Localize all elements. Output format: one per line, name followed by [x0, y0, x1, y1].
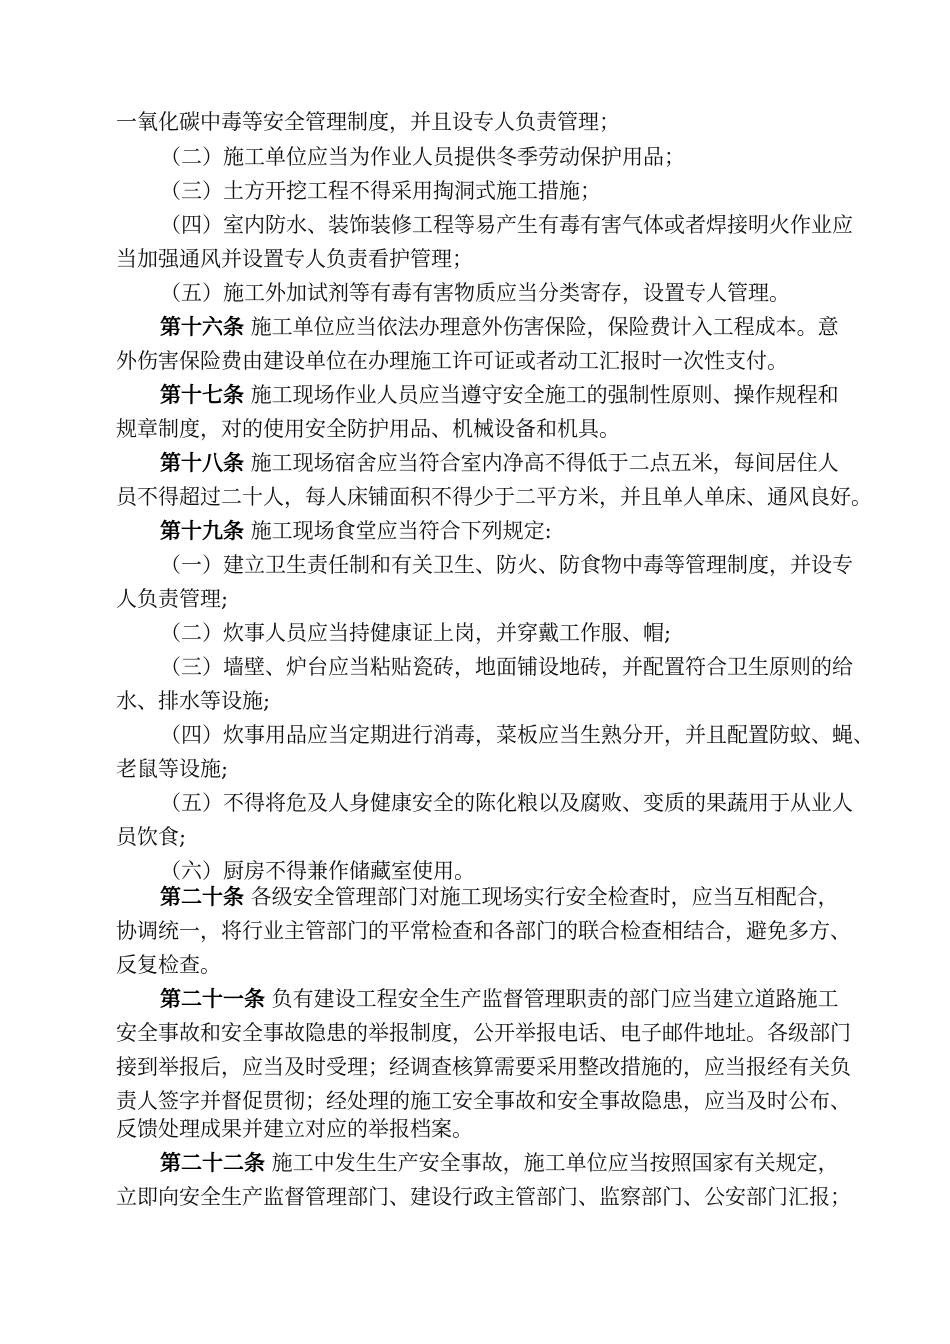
- line-text: （四）室内防水、装饰装修工程等易产生有毒有害气体或者焊接明火作业应: [160, 213, 853, 237]
- line-text: （四）炊事用品应当定期进行消毒，菜板应当生熟分开，并且配置防蚊、蝇、: [160, 723, 874, 747]
- line-text: 规章制度，对的使用安全防护用品、机械设备和机具。: [116, 417, 620, 441]
- line-text: 水、排水等设施;: [116, 689, 271, 713]
- line-text: 安全事故和安全事故隐患的举报制度，公开举报电话、电子邮件地址。各级部门: [116, 1021, 851, 1045]
- text-line: [116, 1112, 473, 1146]
- line-text: （六）厨房不得兼作储藏室使用。: [160, 859, 475, 883]
- article-number: 第十八条: [160, 451, 244, 475]
- text-line: [160, 208, 853, 242]
- text-line: [160, 880, 839, 914]
- text-line: [160, 310, 839, 344]
- line-text: 施工现场作业人员应当遵守安全施工的强制性原则、操作规程和: [244, 383, 839, 407]
- line-text: （五）不得将危及人身健康安全的陈化粮以及腐败、变质的果蔬用于从业人: [160, 791, 853, 815]
- line-text: 施工现场食堂应当符合下列规定:: [244, 519, 552, 543]
- line-text: （二）炊事人员应当持健康证上岗，并穿戴工作服、帽;: [160, 621, 672, 645]
- text-line: [116, 752, 228, 786]
- text-line: [116, 1180, 851, 1214]
- text-line: [116, 582, 228, 616]
- text-line: [160, 1146, 839, 1180]
- line-text: 老鼠等设施;: [116, 757, 229, 781]
- text-line: [160, 140, 685, 174]
- line-text: 立即向安全生产监督管理部门、建设行政主管部门、监察部门、公安部门汇报；: [116, 1185, 851, 1209]
- line-text: 人负责管理;: [116, 587, 229, 611]
- text-line: [160, 650, 853, 684]
- text-line: [116, 914, 851, 948]
- text-line: [116, 412, 620, 446]
- line-text: （二）施工单位应当为作业人员提供冬季劳动保护用品；: [160, 145, 685, 169]
- line-text: 协调统一，将行业主管部门的平常检查和各部门的联合检查相结合，避免多方、: [116, 919, 851, 943]
- text-line: [116, 1016, 851, 1050]
- line-text: 负有建设工程安全生产监督管理职责的部门应当建立道路施工: [265, 987, 839, 1011]
- line-text: 施工现场宿舍应当符合室内净高不得低于二点五米，每间居住人: [244, 451, 839, 475]
- text-line: [160, 616, 671, 650]
- line-text: 施工中发生生产安全事故，施工单位应当按照国家有关规定，: [265, 1151, 839, 1175]
- text-line: [160, 446, 839, 480]
- text-line: [160, 378, 839, 412]
- line-text: 外伤害保险费由建设单位在办理施工许可证或者动工汇报时一次性支付。: [116, 349, 788, 373]
- text-line: [116, 684, 270, 718]
- text-line: [116, 480, 872, 514]
- line-text: （三）墙壁、炉台应当粘贴瓷砖，地面铺设地砖，并配置符合卫生原则的给: [160, 655, 853, 679]
- text-line: [116, 242, 473, 276]
- line-text: 员饮食;: [116, 825, 187, 849]
- line-text: 反馈处理成果并建立对应的举报档案。: [116, 1117, 473, 1141]
- text-line: [160, 718, 874, 752]
- article-number: 第二十一条: [160, 987, 265, 1011]
- text-line: [160, 786, 853, 820]
- line-text: 员不得超过二十人，每人床铺面积不得少于二平方米，并且单人单床、通风良好。: [116, 485, 872, 509]
- line-text: 责人签字并督促贯彻；经处理的施工安全事故和安全事故隐患，应当及时公布、: [116, 1089, 851, 1113]
- text-line: [160, 982, 839, 1016]
- line-text: 各级安全管理部门对施工现场实行安全检查时，应当互相配合，: [244, 885, 839, 909]
- line-text: （三）土方开挖工程不得采用掏洞式施工措施；: [160, 179, 601, 203]
- line-text: 当加强通风并设置专人负责看护管理；: [116, 247, 473, 271]
- article-number: 第二十二条: [160, 1151, 265, 1175]
- text-line: [116, 1050, 851, 1084]
- text-line: [160, 514, 552, 548]
- line-text: 反复检查。: [116, 953, 221, 977]
- text-line: [116, 820, 186, 854]
- line-text: （五）施工外加试剂等有毒有害物质应当分类寄存，设置专人管理。: [160, 281, 790, 305]
- line-text: 一氧化碳中毒等安全管理制度，并且设专人负责管理；: [116, 110, 620, 134]
- line-text: （一）建立卫生责任制和有关卫生、防火、防食物中毒等管理制度，并设专: [160, 553, 853, 577]
- article-number: 第二十条: [160, 885, 244, 909]
- text-line: [116, 948, 221, 982]
- text-line: [160, 276, 790, 310]
- line-text: 施工单位应当依法办理意外伤害保险，保险费计入工程成本。意: [244, 315, 839, 339]
- article-number: 第十六条: [160, 315, 244, 339]
- text-line: [160, 548, 853, 582]
- line-text: 接到举报后，应当及时受理；经调查核算需要采用整改措施的，应当报经有关负: [116, 1055, 851, 1079]
- text-line: [160, 174, 601, 208]
- text-line: [116, 105, 620, 139]
- article-number: 第十九条: [160, 519, 244, 543]
- text-line: [116, 344, 788, 378]
- article-number: 第十七条: [160, 383, 244, 407]
